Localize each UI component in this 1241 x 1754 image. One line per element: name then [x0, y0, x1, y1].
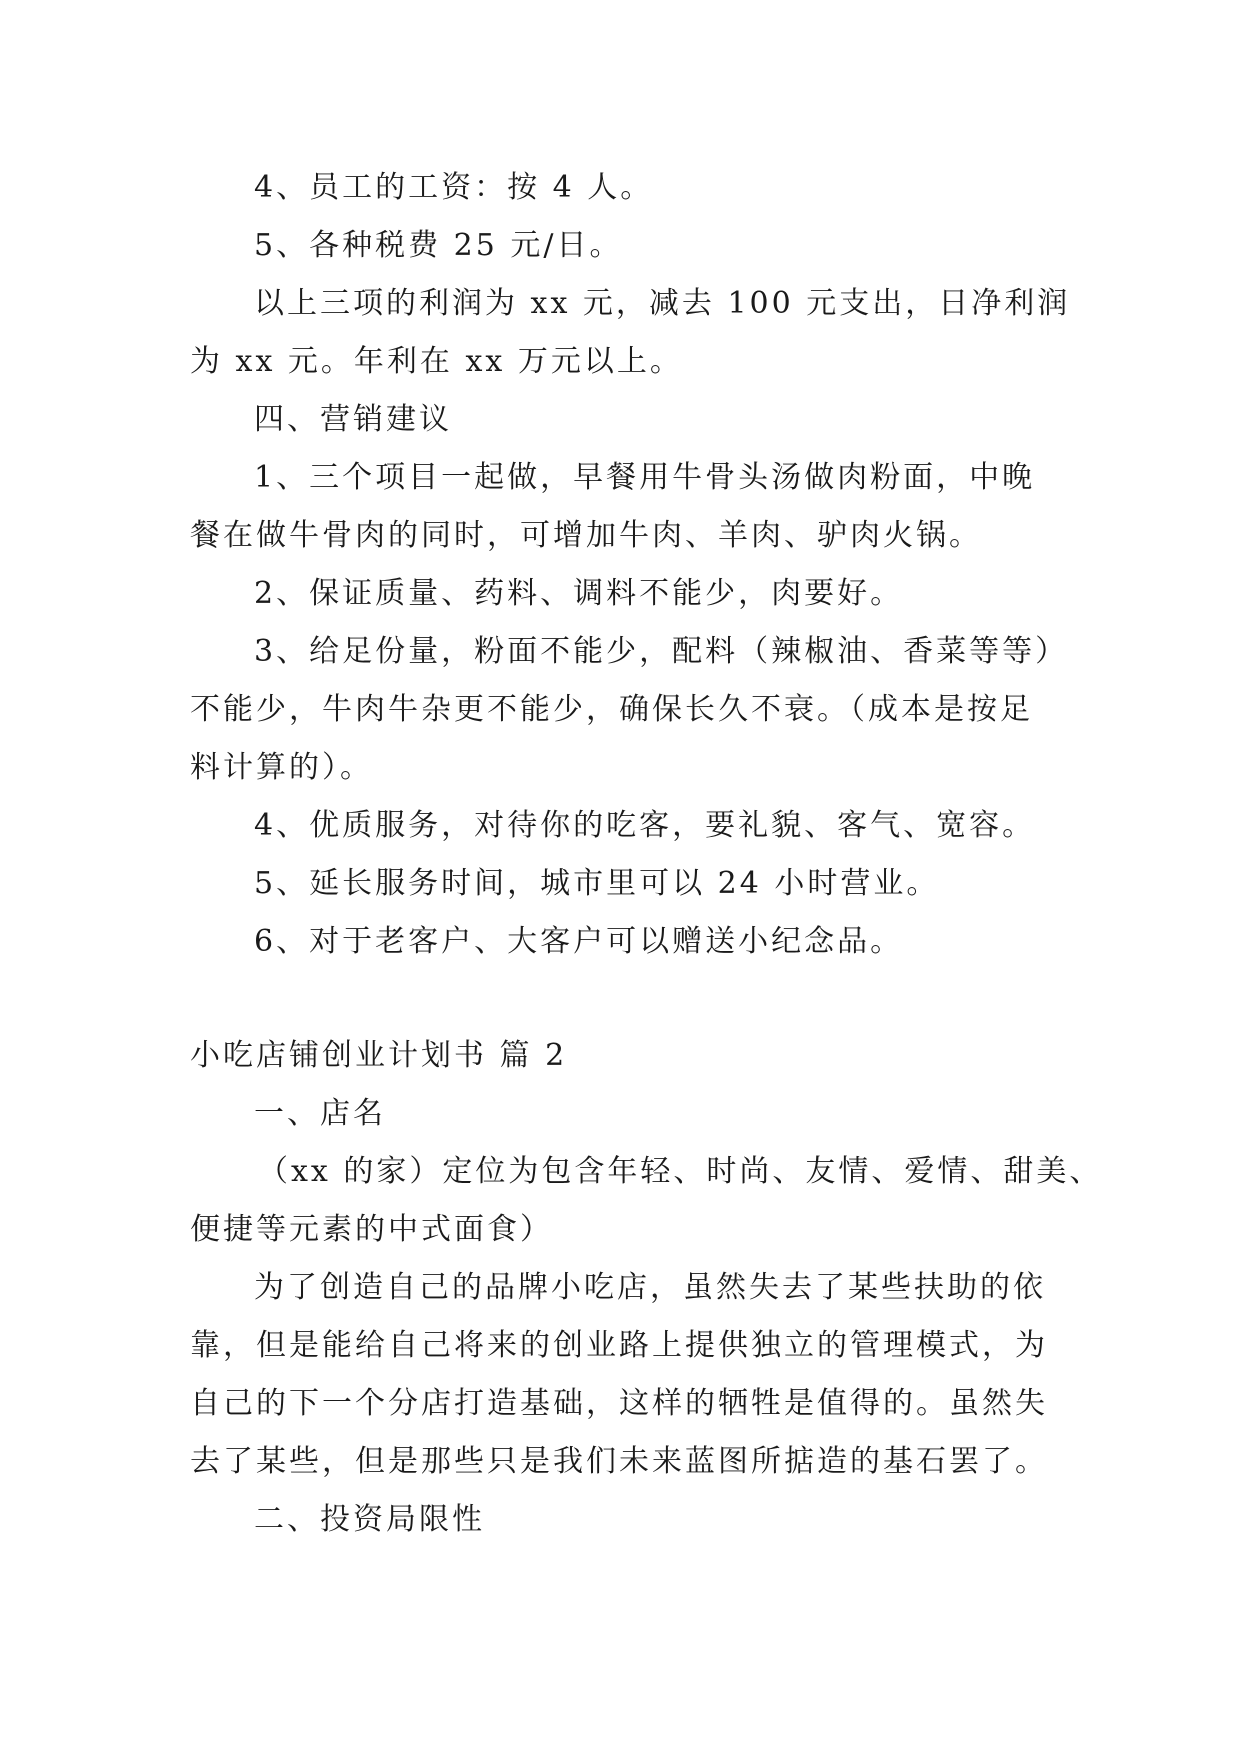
marketing-item-3-line-1: 3、给足份量，粉面不能少，配料（辣椒油、香菜等等）	[254, 634, 1069, 669]
marketing-item-3-line-3: 料计算的）。	[190, 750, 373, 785]
chapter-title: 小吃店铺创业计划书 篇 2	[190, 1038, 568, 1073]
brand-paragraph-line-1: 为了创造自己的品牌小吃店，虽然失去了某些扶助的依	[254, 1270, 1046, 1305]
section-heading-investment-limits: 二、投资局限性	[254, 1502, 485, 1537]
marketing-item-1-line-2: 餐在做牛骨肉的同时，可增加牛肉、羊肉、驴肉火锅。	[190, 518, 982, 553]
marketing-item-4: 4、优质服务，对待你的吃客，要礼貌、客气、宽容。	[254, 808, 1036, 843]
brand-paragraph-line-3: 自己的下一个分店打造基础，这样的牺牲是值得的。虽然失	[190, 1386, 1048, 1421]
item-taxes: 5、各种税费 25 元/日。	[254, 228, 623, 263]
brand-paragraph-line-2: 靠，但是能给自己将来的创业路上提供独立的管理模式，为	[190, 1328, 1048, 1363]
shop-name-paragraph-line-1: （xx 的家）定位为包含年轻、时尚、友情、爱情、甜美、	[258, 1154, 1103, 1189]
section-heading-marketing: 四、营销建议	[254, 402, 452, 437]
brand-paragraph-line-4: 去了某些，但是那些只是我们未来蓝图所掂造的基石罢了。	[190, 1444, 1048, 1479]
shop-name-paragraph-line-2: 便捷等元素的中式面食）	[190, 1212, 553, 1247]
profit-paragraph-line-2: 为 xx 元。年利在 xx 万元以上。	[190, 344, 683, 379]
profit-paragraph-line-1: 以上三项的利润为 xx 元，减去 100 元支出，日净利润	[254, 286, 1071, 321]
marketing-item-1-line-1: 1、三个项目一起做，早餐用牛骨头汤做肉粉面，中晚	[254, 460, 1036, 495]
marketing-item-2: 2、保证质量、药料、调料不能少，肉要好。	[254, 576, 904, 611]
marketing-item-6: 6、对于老客户、大客户可以赠送小纪念品。	[254, 924, 904, 959]
marketing-item-3-line-2: 不能少，牛肉牛杂更不能少，确保长久不衰。（成本是按足	[190, 692, 1033, 727]
item-staff-wages: 4、员工的工资：按 4 人。	[254, 170, 654, 205]
section-heading-shop-name: 一、店名	[254, 1096, 386, 1131]
marketing-item-5: 5、延长服务时间，城市里可以 24 小时营业。	[254, 866, 940, 901]
